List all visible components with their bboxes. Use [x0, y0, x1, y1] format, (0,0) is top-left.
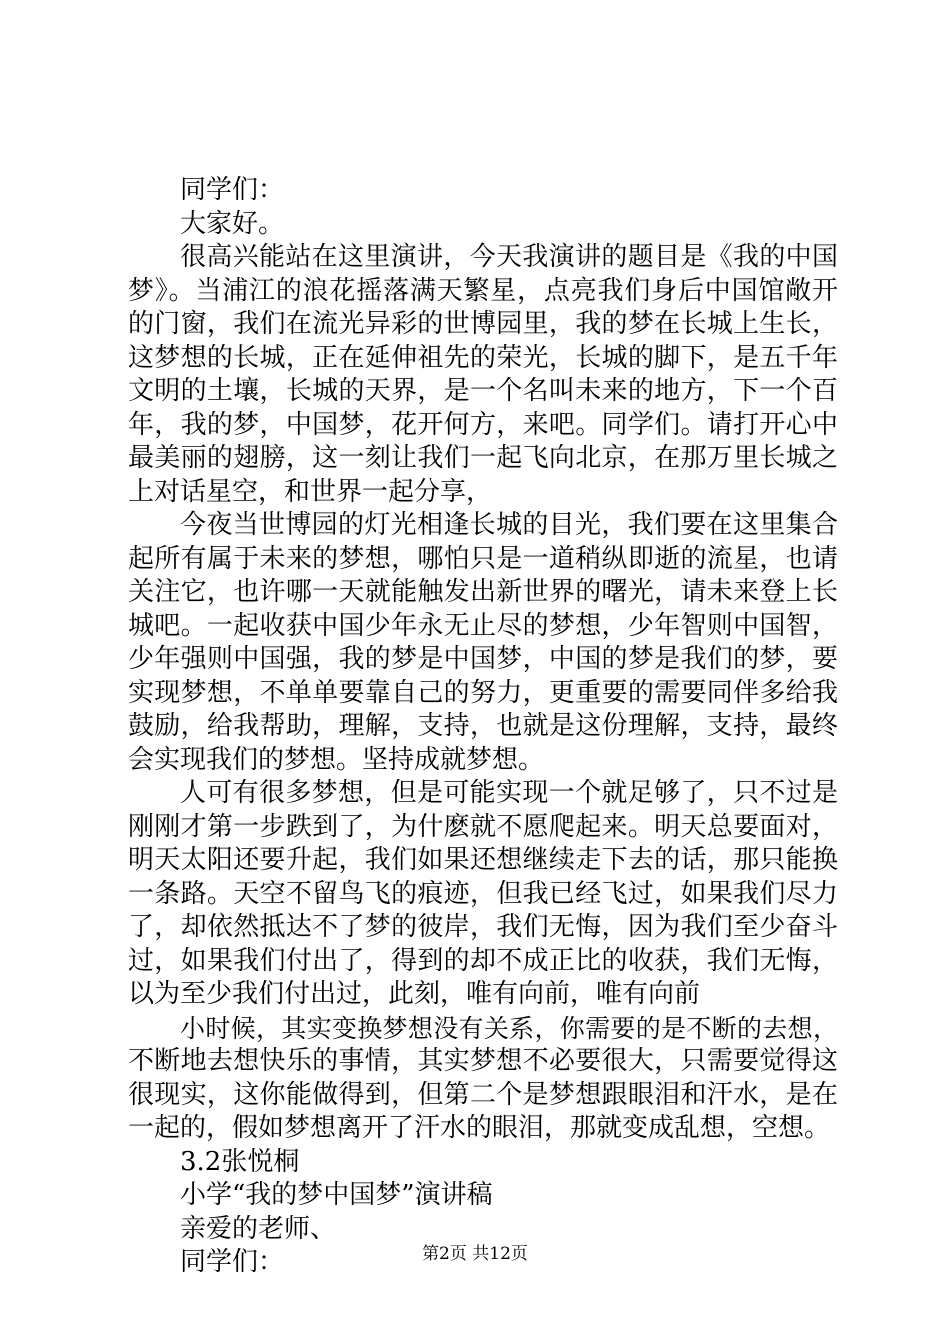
text-line: 同学们： [180, 175, 285, 205]
page-footer: 第2页 共12页 [422, 1244, 528, 1264]
text-line: 年，我的梦，中国梦，花开何方，来吧。同学们。请打开心中 [128, 409, 838, 440]
text-line: 很现实，这你能做得到，但第二个是梦想跟眼泪和汗水，是在 [128, 1079, 838, 1110]
text-line: 鼓励，给我帮助，理解，支持，也就是这份理解，支持，最终 [128, 711, 838, 741]
text-line: 实现梦想，不单单要靠自己的努力，更重要的需要同伴多给我 [128, 677, 838, 708]
text-line: 小学“我的梦中国梦”演讲稿 [180, 1180, 493, 1210]
text-line: 小时候，其实变换梦想没有关系，你需要的是不断的去想， [180, 1013, 838, 1043]
text-line: 城吧。一起收获中国少年永无止尽的梦想，少年智则中国智， [128, 610, 838, 641]
text-line: 同学们： [180, 1247, 285, 1277]
text-line: 不断地去想快乐的事情，其实梦想不必要很大，只需要觉得这 [128, 1046, 838, 1076]
text-line: 梦》。当浦江的浪花摇落满天繁星，点亮我们身后中国馆敞开 [128, 275, 838, 306]
text-line: 的门窗，我们在流光异彩的世博园里，我的梦在长城上生长， [128, 309, 838, 339]
text-line: 以为至少我们付出过，此刻，唯有向前，唯有向前 [128, 979, 701, 1009]
text-line: 人可有很多梦想，但是可能实现一个就足够了，只不过是 [180, 778, 838, 808]
text-line: 起所有属于未来的梦想，哪怕只是一道稍纵即逝的流星，也请 [128, 543, 838, 574]
text-line: 过，如果我们付出了，得到的却不成正比的收获，我们无悔， [128, 945, 838, 976]
text-line: 明天太阳还要升起，我们如果还想继续走下去的话，那只能换 [128, 845, 838, 875]
text-line: 这梦想的长城，正在延伸祖先的荣光，长城的脚下，是五千年 [128, 342, 838, 373]
text-line: 少年强则中国强，我的梦是中国梦，中国的梦是我们的梦，要 [128, 644, 838, 674]
text-line: 3.2张悦桐 [180, 1146, 300, 1177]
text-line: 一条路。天空不留鸟飞的痕迹，但我已经飞过，如果我们尽力 [128, 878, 838, 909]
text-line: 关注它，也许哪一天就能触发出新世界的曙光，请未来登上长 [128, 577, 838, 607]
text-line: 了，却依然抵达不了梦的彼岸，我们无悔，因为我们至少奋斗 [128, 912, 838, 942]
text-line: 上对话星空，和世界一起分享， [128, 476, 493, 507]
text-line: 今夜当世博园的灯光相逢长城的目光，我们要在这里集合 [180, 510, 838, 540]
text-line: 最美丽的翅膀，这一刻让我们一起飞向北京，在那万里长城之 [128, 443, 838, 473]
document-body [128, 174, 838, 1280]
text-line: 大家好。 [180, 208, 285, 239]
text-line: 亲爱的老师、 [180, 1213, 337, 1244]
text-line: 很高兴能站在这里演讲，今天我演讲的题目是《我的中国 [180, 242, 838, 272]
text-line: 文明的土壤，长城的天界，是一个名叫未来的地方，下一个百 [128, 376, 838, 406]
text-line: 刚刚才第一步跌到了，为什麽就不愿爬起来。明天总要面对， [128, 811, 838, 842]
text-line: 一起的，假如梦想离开了汗水的眼泪，那就变成乱想，空想。 [128, 1113, 831, 1143]
text-line: 会实现我们的梦想。坚持成就梦想。 [128, 744, 545, 775]
